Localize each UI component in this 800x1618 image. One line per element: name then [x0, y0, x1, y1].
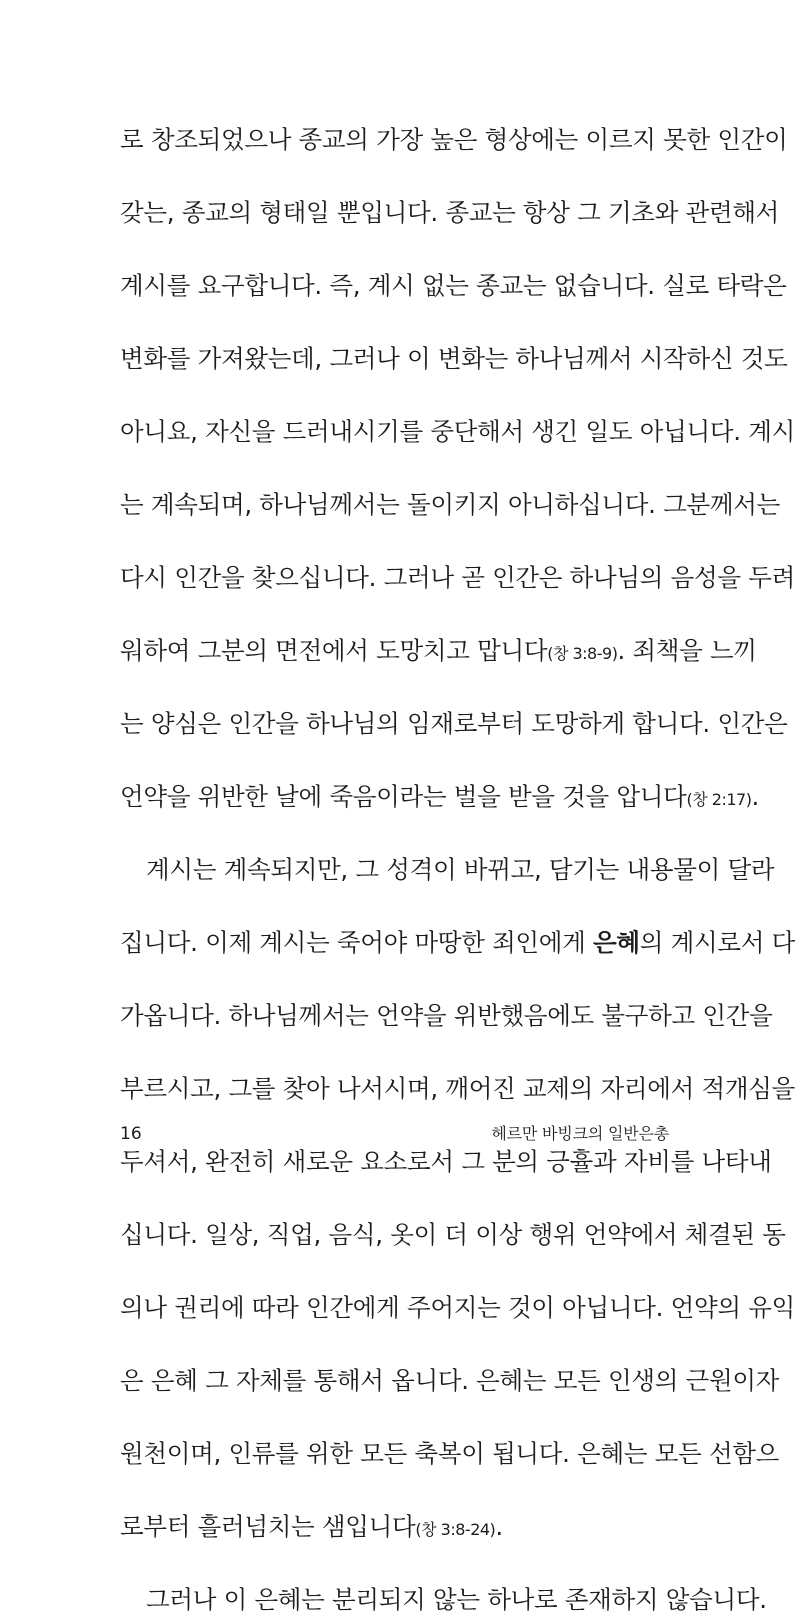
text-line	[120, 633, 757, 669]
running-footer-title: 헤르만 바빙크의 일반은총	[491, 1124, 669, 1143]
line-text: 워하여 그분의 면전에서 도망치고 맙니다	[120, 636, 548, 665]
text-line: 부르시고, 그를 찾아 나서시며, 깨어진 교제의 자리에서 적개심을	[120, 1074, 795, 1103]
line-text: 집니다. 이제 계시는 죽어야 마땅한 죄인에게	[120, 928, 594, 957]
text-line: 변화를 가져왔는데, 그러나 이 변화는 하나님께서 시작하신 것도	[120, 344, 788, 373]
line-text: .	[495, 1512, 503, 1541]
scripture-reference: (창 2:17)	[686, 790, 752, 809]
paragraph-first-line: 계시는 계속되지만, 그 성격이 바뀌고, 담기는 내용물이 달라	[146, 855, 775, 884]
text-line: 는 계속되며, 하나님께서는 돌이키지 아니하십니다. 그분께서는	[120, 490, 780, 519]
text-line: 다시 인간을 찾으십니다. 그러나 곧 인간은 하나님의 음성을 두려	[120, 563, 795, 592]
text-line: 계시를 요구합니다. 즉, 계시 없는 종교는 없습니다. 실로 타락은	[120, 271, 787, 300]
text-line: 갖는, 종교의 형태일 뿐입니다. 종교는 항상 그 기초와 관련해서	[120, 198, 780, 227]
text-line: 은 은혜 그 자체를 통해서 옵니다. 은혜는 모든 인생의 근원이자	[120, 1366, 780, 1395]
text-line: 십니다. 일상, 직업, 음식, 옷이 더 이상 행위 언약에서 체결된 동	[120, 1220, 786, 1249]
emphasized-term: 은혜	[593, 928, 640, 957]
scripture-reference: (창 3:8-9)	[547, 644, 618, 663]
line-text: .	[751, 782, 759, 811]
scripture-reference: (창 3:8-24)	[415, 1520, 496, 1539]
text-line: 가옵니다. 하나님께서는 언약을 위반했음에도 불구하고 인간을	[120, 1001, 773, 1030]
text-line: 아니요, 자신을 드러내시기를 중단해서 생긴 일도 아닙니다. 계시	[120, 417, 795, 446]
text-line: 로 창조되었으나 종교의 가장 높은 형상에는 이르지 못한 인간이	[120, 125, 788, 154]
page-number: 16	[120, 1124, 142, 1144]
text-line	[120, 925, 795, 961]
paragraph-end-line	[120, 779, 759, 815]
text-line: 의나 권리에 따라 인간에게 주어지는 것이 아닙니다. 언약의 유익	[120, 1293, 795, 1322]
line-text: 의 계시로서 다	[639, 928, 795, 957]
text-line: 는 양심은 인간을 하나님의 임재로부터 도망하게 합니다. 인간은	[120, 709, 788, 738]
line-text: 로부터 흘러넘치는 샘입니다	[120, 1512, 416, 1541]
paragraph-end-line	[120, 1509, 670, 1545]
text-line: 원천이며, 인류를 위한 모든 축복이 됩니다. 은혜는 모든 선함으	[120, 1439, 780, 1468]
text-line: 두셔서, 완전히 새로운 요소로서 그 분의 긍휼과 자비를 나타내	[120, 1147, 772, 1176]
line-text: . 죄책을 느끼	[617, 636, 757, 665]
line-text: 언약을 위반한 날에 죽음이라는 벌을 받을 것을 압니다	[120, 782, 687, 811]
paragraph-first-line: 그러나 이 은혜는 분리되지 않는 하나로 존재하지 않습니다.	[146, 1585, 767, 1614]
